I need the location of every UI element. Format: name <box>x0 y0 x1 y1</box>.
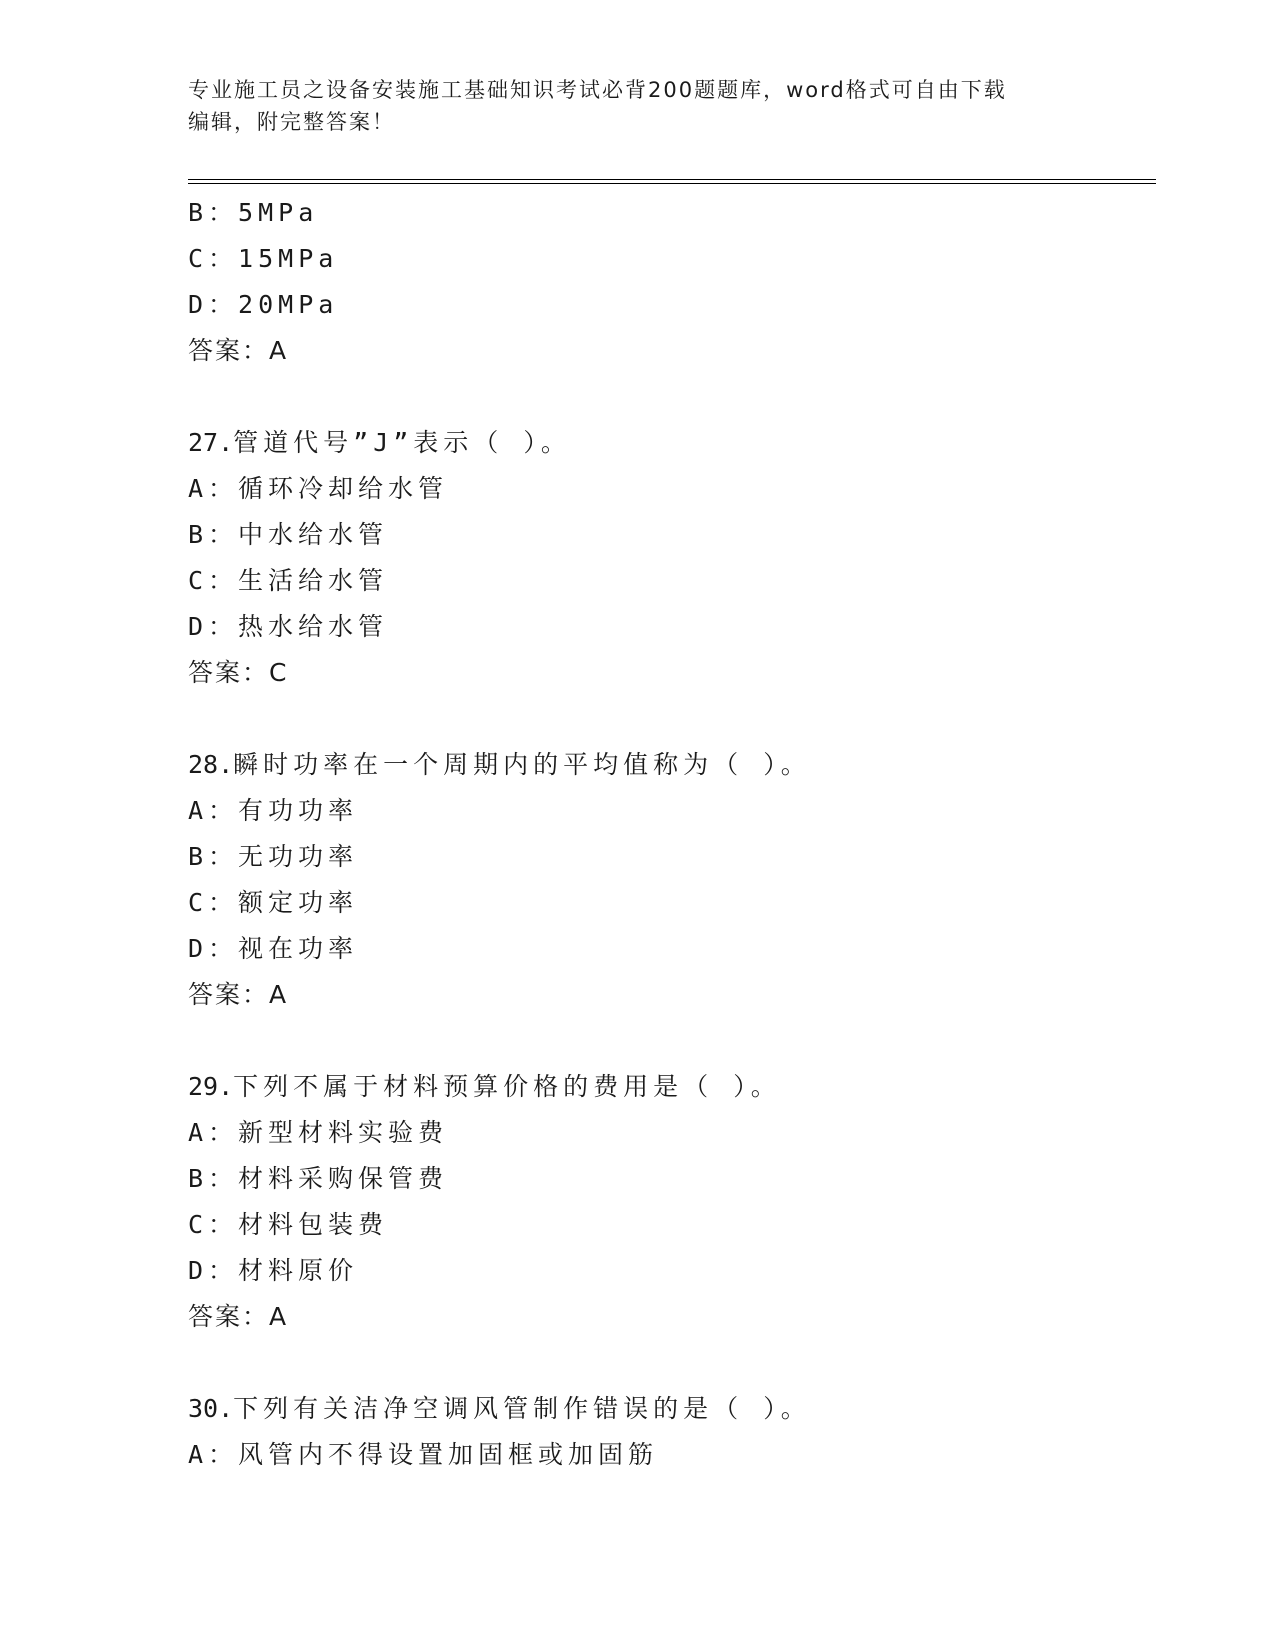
option-c: C：15MPa <box>188 244 339 273</box>
header-line-2: 编辑，附完整答案！ <box>188 110 395 134</box>
option-a: A：循环冷却给水管 <box>188 474 449 503</box>
answer-value: A <box>269 336 288 365</box>
question-text: 管道代号”J”表示（ ）。 <box>233 428 571 457</box>
question-stem <box>188 420 1156 466</box>
document-header <box>188 74 1088 138</box>
option-c: C：生活给水管 <box>188 566 389 595</box>
answer-line <box>188 1294 1156 1340</box>
answer-value: A <box>269 980 288 1009</box>
question-number: 29. <box>188 1072 234 1101</box>
option-c: C：额定功率 <box>188 888 359 917</box>
option-a: A：有功功率 <box>188 796 359 825</box>
answer-value: C <box>269 658 288 687</box>
question-stem <box>188 742 1156 788</box>
option-d: D：20MPa <box>188 290 339 319</box>
question-text: 下列不属于材料预算价格的费用是（ ）。 <box>233 1072 781 1101</box>
answer-line <box>188 972 1156 1018</box>
question-number: 27. <box>188 428 234 457</box>
option-b: B：材料采购保管费 <box>188 1164 449 1193</box>
header-divider-bottom <box>188 183 1156 184</box>
option-d: D：视在功率 <box>188 934 359 963</box>
question-stem <box>188 1064 1156 1110</box>
question-26-continued <box>188 190 1156 374</box>
option-b: B：中水给水管 <box>188 520 389 549</box>
answer-value: A <box>269 1302 288 1331</box>
answer-label: 答案： <box>188 336 270 365</box>
header-divider-top <box>188 179 1156 180</box>
option-c: C：材料包装费 <box>188 1210 389 1239</box>
question-stem <box>188 1386 1156 1432</box>
question-list <box>188 190 1156 1478</box>
header-line-1: 专业施工员之设备安装施工基础知识考试必背200题题库，word格式可自由下载 <box>188 78 1007 102</box>
question-number: 30. <box>188 1394 234 1423</box>
option-a: A：风管内不得设置加固框或加固筋 <box>188 1440 659 1469</box>
option-d: D：热水给水管 <box>188 612 389 641</box>
question-28 <box>188 742 1156 1018</box>
question-30 <box>188 1386 1156 1478</box>
answer-label: 答案： <box>188 1302 270 1331</box>
question-29 <box>188 1064 1156 1340</box>
answer-line <box>188 328 1156 374</box>
option-b: B：无功功率 <box>188 842 359 871</box>
question-27 <box>188 420 1156 696</box>
question-text: 瞬时功率在一个周期内的平均值称为（ ）。 <box>233 750 811 779</box>
answer-label: 答案： <box>188 980 270 1009</box>
question-text: 下列有关洁净空调风管制作错误的是（ ）。 <box>233 1394 811 1423</box>
option-a: A：新型材料实验费 <box>188 1118 449 1147</box>
answer-label: 答案： <box>188 658 270 687</box>
question-number: 28. <box>188 750 234 779</box>
option-d: D：材料原价 <box>188 1256 359 1285</box>
option-b: B：5MPa <box>188 198 319 227</box>
answer-line <box>188 650 1156 696</box>
